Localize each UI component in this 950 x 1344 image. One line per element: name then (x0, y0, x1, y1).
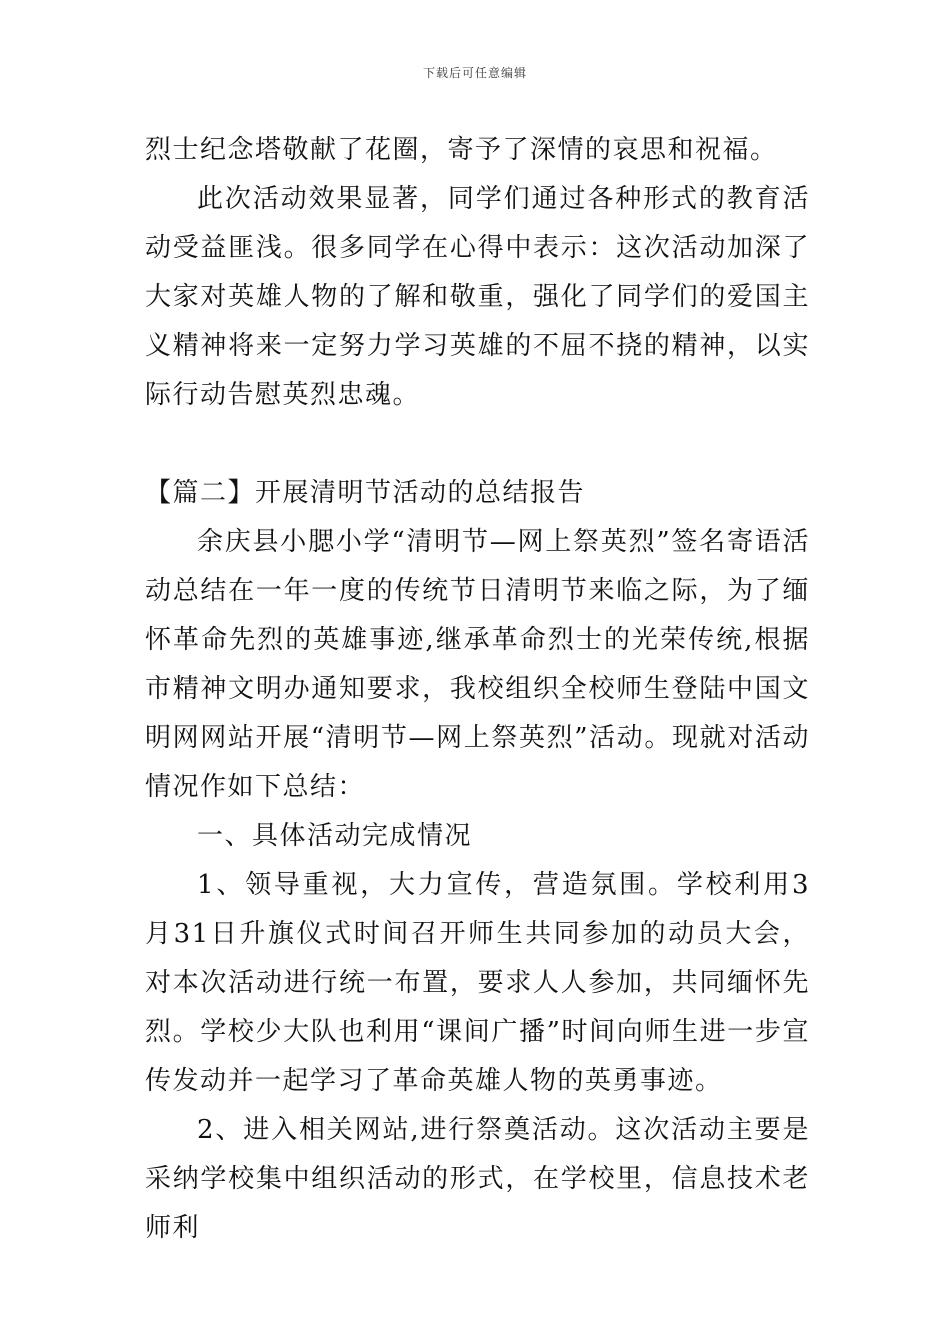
paragraph-activity-effect: 此次活动效果显著，同学们通过各种形式的教育活动受益匪浅。很多同学在心得中表示：这次活动加深了大家对英雄人物的了解和敬重，强化了同学们的爱国主义精神将来一定努力学习英雄的不屈不挠的精神，以实际行动告慰英烈忠魂。 (145, 184, 810, 410)
paragraph-intro: 余庆县小腮小学“清明节—网上祭英烈”签名寄语活动总结在一年一度的传统节日清明节来临之际，为了缅怀革命先烈的英雄事迹,继承革命烈士的光荣传统,根据市精神文明办通知要求，我校组织全校师生登陆中国文明网网站开展“清明节—网上祭英烈”活动。现就对活动情况作如下总结： (145, 527, 810, 802)
paragraph-continuation: 烈士纪念塔敬献了花圈，寄予了深情的哀思和祝福。 (145, 135, 778, 165)
paragraph-item-1: 1、领导重视，大力宣传，营造氛围。学校利用3月31日升旗仪式时间召开师生共同参加的动员大会，对本次活动进行统一布置，要求人人参加，共同缅怀先烈。学校少大队也利用“课间广播”时间向师生进一步宣传发动并一起学习了革命英雄人物的英勇事迹。 (145, 870, 810, 1096)
subheading-activity-status: 一、具体活动完成情况 (197, 821, 473, 851)
section-title: 【篇二】开展清明节活动的总结报告 (145, 478, 586, 508)
section-gap (145, 420, 810, 469)
page-header: 下载后可任意编辑 (422, 66, 527, 80)
paragraph-item-2: 2、进入相关网站,进行祭奠活动。这次活动主要是采纳学校集中组织活动的形式，在学校里，信息技术老师利 (145, 1115, 810, 1243)
document-body (145, 126, 810, 1253)
